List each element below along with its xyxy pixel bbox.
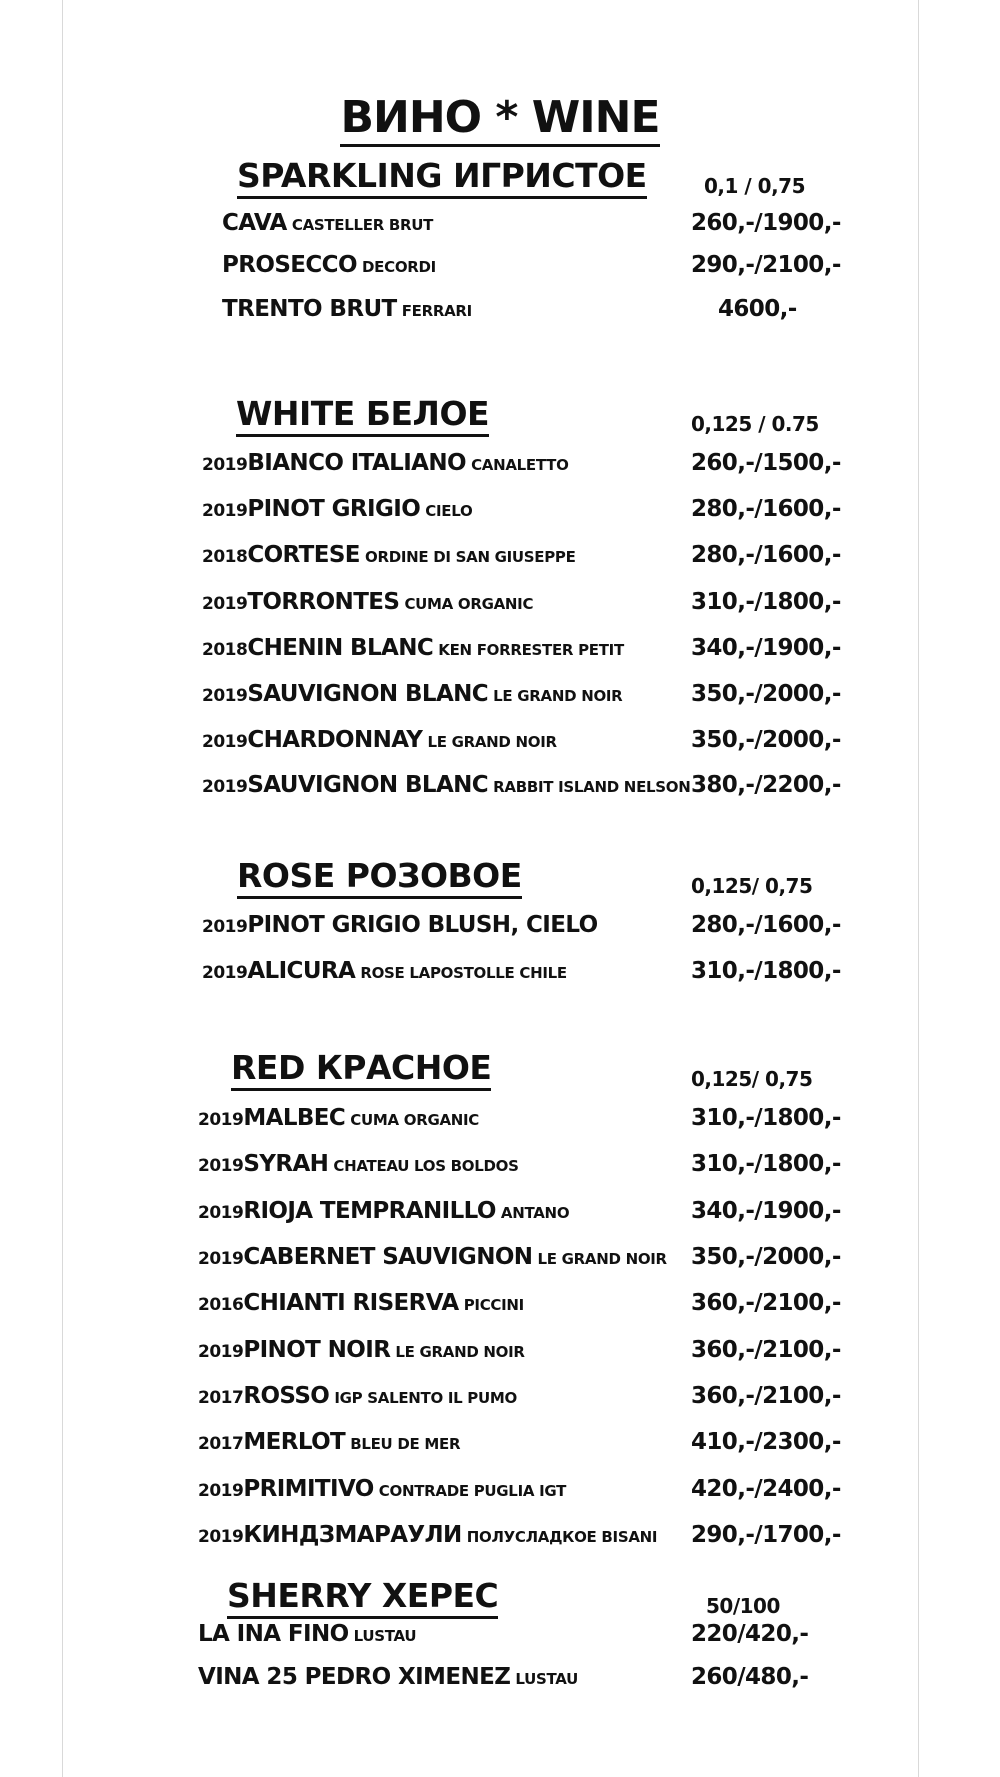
wine-row (0, 1198, 1000, 1232)
section-volumes-red: 0,125/ 0,75 (691, 1067, 813, 1091)
wine-price: 380,-/2200,- (691, 772, 841, 798)
wine-name-group (198, 1664, 578, 1690)
wine-name-group (198, 1198, 569, 1224)
wine-producer: CUMA ORGANIC (404, 595, 534, 613)
wine-row (0, 1429, 1000, 1463)
wine-price: 260/480,- (691, 1664, 809, 1690)
wine-year: 2019 (202, 455, 248, 475)
wine-price: 310,-/1800,- (691, 1151, 841, 1177)
wine-price: 340,-/1900,- (691, 1198, 841, 1224)
wine-name: PRIMITIVO (243, 1476, 374, 1502)
wine-price: 420,-/2400,- (691, 1476, 841, 1502)
wine-price: 280,-/1600,- (691, 912, 841, 938)
wine-row (0, 210, 1000, 244)
wine-name: SAUVIGNON BLANC (247, 772, 489, 798)
wine-year: 2019 (202, 917, 248, 937)
wine-name-group (202, 958, 567, 984)
wine-price: 360,-/2100,- (691, 1290, 841, 1316)
wine-producer: CIELO (425, 502, 473, 520)
wine-name: CHENIN BLANC (247, 635, 434, 661)
wine-year: 2019 (202, 732, 248, 752)
section-volumes-sherry: 50/100 (706, 1594, 780, 1618)
wine-name: КИНДЗМАРАУЛИ (243, 1522, 462, 1548)
wine-price: 280,-/1600,- (691, 496, 841, 522)
wine-name: MALBEC (243, 1105, 346, 1131)
wine-row (0, 1664, 1000, 1698)
wine-name-group (202, 912, 598, 938)
wine-name: MERLOT (243, 1429, 346, 1455)
wine-row (0, 1476, 1000, 1510)
wine-row (0, 1522, 1000, 1556)
wine-row (0, 727, 1000, 761)
wine-year: 2019 (202, 686, 248, 706)
wine-row (0, 635, 1000, 669)
wine-name-group (198, 1621, 416, 1647)
wine-name: PINOT NOIR (243, 1337, 391, 1363)
wine-row (0, 1290, 1000, 1324)
wine-price: 310,-/1800,- (691, 958, 841, 984)
wine-name-group (198, 1337, 525, 1363)
wine-name: RIOJA TEMPRANILLO (243, 1198, 496, 1224)
wine-producer: KEN FORRESTER PETIT (438, 641, 624, 659)
wine-year: 2019 (198, 1249, 244, 1269)
wine-producer: CONTRADE PUGLIA IGT (378, 1482, 567, 1500)
menu-title: ВИНО * WINE (0, 92, 1000, 143)
wine-name: SAUVIGNON BLANC (247, 681, 489, 707)
wine-year: 2019 (198, 1342, 244, 1362)
wine-name: CHIANTI RISERVA (243, 1290, 459, 1316)
wine-name-group (198, 1429, 460, 1455)
wine-row (0, 912, 1000, 946)
wine-name-group (202, 635, 624, 661)
wine-row (0, 542, 1000, 576)
wine-name: ROSSO (243, 1383, 330, 1409)
section-volumes-white: 0,125 / 0.75 (691, 412, 819, 436)
wine-year: 2018 (202, 547, 248, 567)
wine-producer: ROSE LAPOSTOLLE CHILE (360, 964, 567, 982)
wine-price: 350,-/2000,- (691, 727, 841, 753)
wine-producer: CHATEAU LOS BOLDOS (333, 1157, 519, 1175)
wine-row (0, 1244, 1000, 1278)
wine-name: CHARDONNAY (247, 727, 423, 753)
wine-producer: DECORDI (362, 258, 436, 276)
wine-row (0, 681, 1000, 715)
section-volumes-sparkling: 0,1 / 0,75 (704, 174, 806, 198)
wine-producer: CUMA ORGANIC (350, 1111, 480, 1129)
wine-name: ALICURA (247, 958, 356, 984)
wine-row (0, 1383, 1000, 1417)
wine-year: 2016 (198, 1295, 244, 1315)
wine-price: 310,-/1800,- (691, 589, 841, 615)
wine-producer: PICCINI (463, 1296, 524, 1314)
wine-name: CAVA (222, 210, 287, 236)
wine-price: 350,-/2000,- (691, 1244, 841, 1270)
wine-name-group (198, 1244, 667, 1270)
wine-name: CABERNET SAUVIGNON (243, 1244, 533, 1270)
wine-price: 220/420,- (691, 1621, 809, 1647)
wine-name-group (222, 252, 436, 278)
wine-name-group (202, 772, 690, 798)
wine-name-group (202, 450, 569, 476)
section-heading-rose: ROSE РОЗОВОЕ (237, 856, 522, 895)
wine-name-group (222, 210, 433, 236)
wine-price: 4600,- (718, 296, 797, 322)
wine-name-group (202, 542, 576, 568)
wine-price: 310,-/1800,- (691, 1105, 841, 1131)
wine-producer: FERRARI (401, 302, 472, 320)
section-heading-white: WHITE БЕЛОЕ (236, 394, 489, 433)
wine-name-group (202, 727, 557, 753)
wine-year: 2018 (202, 640, 248, 660)
wine-producer: BLEU DE MER (350, 1435, 461, 1453)
wine-producer: CASTELLER BRUT (291, 216, 434, 234)
wine-name: BIANCO ITALIANO (247, 450, 466, 476)
wine-producer: LUSTAU (515, 1670, 578, 1688)
wine-name-group (222, 296, 472, 322)
wine-year: 2019 (202, 594, 248, 614)
wine-price: 290,-/1700,- (691, 1522, 841, 1548)
wine-name: SYRAH (243, 1151, 329, 1177)
wine-producer: CANALETTO (471, 456, 569, 474)
wine-name: LA INA FINO (198, 1621, 349, 1647)
wine-price: 350,-/2000,- (691, 681, 841, 707)
wine-year: 2019 (198, 1110, 244, 1130)
wine-name-group (198, 1290, 524, 1316)
wine-name-group (198, 1476, 566, 1502)
section-heading-sherry: SHERRY ХЕРЕС (227, 1576, 498, 1615)
wine-row (0, 958, 1000, 992)
wine-producer: ORDINE DI SAN GIUSEPPE (365, 548, 576, 566)
wine-row (0, 252, 1000, 286)
wine-year: 2017 (198, 1434, 244, 1454)
wine-row (0, 1337, 1000, 1371)
wine-producer: ANTANO (500, 1204, 570, 1222)
wine-name: CORTESE (247, 542, 360, 568)
wine-price: 260,-/1900,- (691, 210, 841, 236)
wine-price: 290,-/2100,- (691, 252, 841, 278)
wine-name: PINOT GRIGIO (247, 496, 421, 522)
wine-name-group (202, 681, 622, 707)
wine-producer: LE GRAND NOIR (395, 1343, 525, 1361)
wine-year: 2019 (202, 777, 248, 797)
section-heading-sparkling: SPARKLING ИГРИСТОЕ (237, 156, 647, 195)
wine-price: 340,-/1900,- (691, 635, 841, 661)
wine-price: 280,-/1600,- (691, 542, 841, 568)
wine-name: TRENTO BRUT (222, 296, 397, 322)
wine-name-group (202, 589, 533, 615)
wine-producer: RABBIT ISLAND NELSON (493, 778, 691, 796)
wine-year: 2017 (198, 1388, 244, 1408)
section-heading-red: RED КРАСНОЕ (231, 1048, 491, 1087)
wine-year: 2019 (198, 1203, 244, 1223)
wine-row (0, 450, 1000, 484)
wine-name: PINOT GRIGIO BLUSH, CIELO (247, 912, 598, 938)
wine-name-group (198, 1383, 517, 1409)
wine-row (0, 296, 1000, 330)
wine-producer: LE GRAND NOIR (493, 687, 623, 705)
wine-row (0, 1105, 1000, 1139)
wine-price: 410,-/2300,- (691, 1429, 841, 1455)
wine-producer: ПОЛУСЛАДКОЕ BISANI (466, 1528, 658, 1546)
wine-price: 360,-/2100,- (691, 1383, 841, 1409)
wine-name: PROSECCO (222, 252, 357, 278)
wine-year: 2019 (202, 501, 248, 521)
wine-price: 360,-/2100,- (691, 1337, 841, 1363)
wine-row (0, 772, 1000, 806)
wine-producer: LE GRAND NOIR (427, 733, 557, 751)
wine-row (0, 1621, 1000, 1655)
wine-name: TORRONTES (247, 589, 400, 615)
wine-year: 2019 (198, 1481, 244, 1501)
wine-row (0, 496, 1000, 530)
section-volumes-rose: 0,125/ 0,75 (691, 874, 813, 898)
wine-producer: LUSTAU (353, 1627, 417, 1645)
wine-price: 260,-/1500,- (691, 450, 841, 476)
wine-row (0, 589, 1000, 623)
wine-name-group (198, 1105, 479, 1131)
wine-year: 2019 (202, 963, 248, 983)
wine-year: 2019 (198, 1156, 244, 1176)
wine-name-group (198, 1151, 519, 1177)
wine-year: 2019 (198, 1527, 244, 1547)
wine-name: VINA 25 PEDRO XIMENEZ (198, 1664, 511, 1690)
wine-name-group (202, 496, 472, 522)
wine-row (0, 1151, 1000, 1185)
wine-name-group (198, 1522, 657, 1548)
wine-producer: LE GRAND NOIR (537, 1250, 667, 1268)
wine-producer: IGP SALENTO IL PUMO (334, 1389, 517, 1407)
